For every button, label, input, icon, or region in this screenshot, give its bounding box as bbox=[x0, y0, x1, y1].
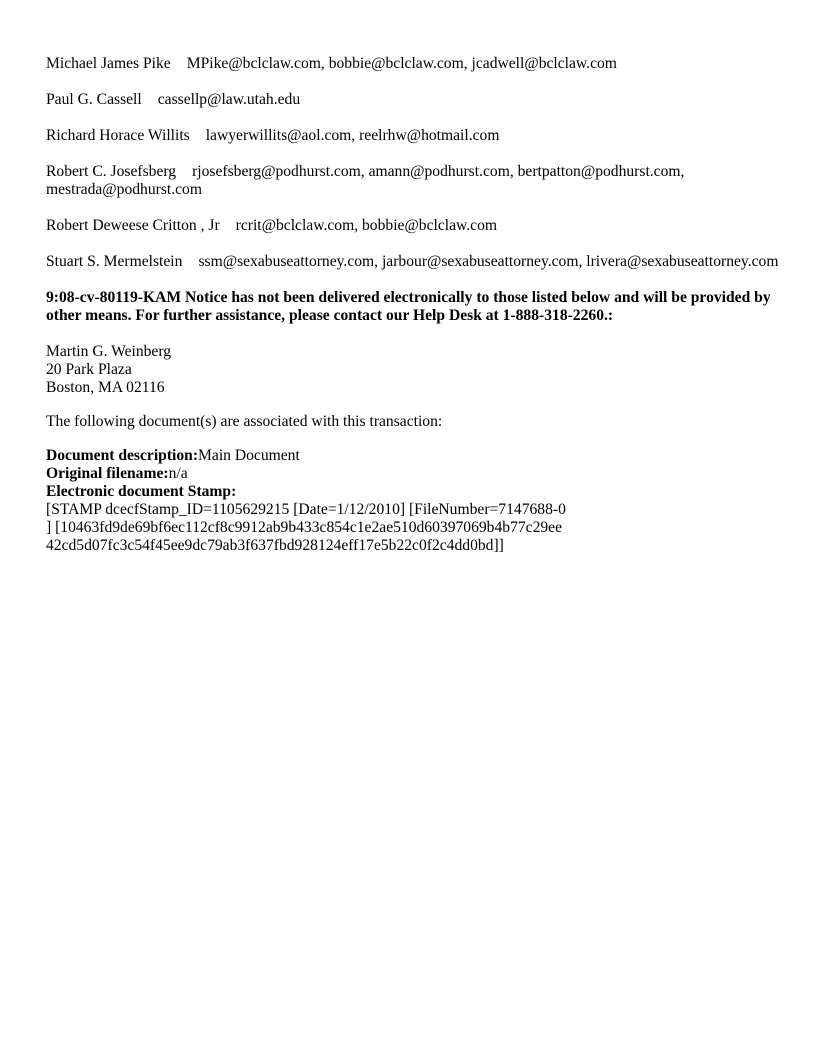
recipient-emails: MPike@bclclaw.com, bobbie@bclclaw.com, jcadwell@bclclaw.com bbox=[186, 55, 617, 72]
recipient-name: Stuart S. Mermelstein bbox=[46, 253, 183, 270]
recipient-entry bbox=[46, 91, 786, 109]
recipient-name: Robert C. Josefsberg bbox=[46, 163, 177, 180]
recipient-emails: cassellp@law.utah.edu bbox=[157, 91, 301, 108]
recipient-entry bbox=[46, 253, 786, 271]
document-info bbox=[46, 447, 786, 555]
address-street: 20 Park Plaza bbox=[46, 361, 132, 378]
original-filename bbox=[46, 465, 786, 483]
recipient-emails: rjosefsberg@podhurst.com, amann@podhurst.com, bertpatton@podhurst.com, mestrada@podhurst.com bbox=[46, 163, 685, 198]
document-page bbox=[46, 55, 786, 555]
recipient-entry bbox=[46, 217, 786, 235]
address-city: Boston, MA 02116 bbox=[46, 379, 165, 396]
document-description bbox=[46, 447, 786, 465]
document-description-label: Document description: bbox=[46, 447, 199, 464]
electronic-stamp-label: Electronic document Stamp: bbox=[46, 483, 237, 500]
recipient-entry bbox=[46, 55, 786, 73]
recipient-name: Richard Horace Willits bbox=[46, 127, 190, 144]
recipient-emails: ssm@sexabuseattorney.com, jarbour@sexabuseattorney.com, lrivera@sexabuseattorney.com bbox=[198, 253, 779, 270]
address-name: Martin G. Weinberg bbox=[46, 343, 172, 360]
delivery-notice: 9:08-cv-80119-KAM Notice has not been delivered electronically to those listed below and will be provided by other means. For further assistance, please contact our Help Desk at 1-888-318-2260.: bbox=[46, 289, 771, 324]
recipient-entry bbox=[46, 127, 786, 145]
recipient-emails: lawyerwillits@aol.com, reelrhw@hotmail.com bbox=[205, 127, 500, 144]
electronic-stamp-line: [STAMP dcecfStamp_ID=1105629215 [Date=1/12/2010] [FileNumber=7147688-0 bbox=[46, 501, 566, 518]
mailing-address bbox=[46, 343, 786, 397]
electronic-stamp-line: ] [10463fd9de69bf6ec112cf8c9912ab9b433c854c1e2ae510d60397069b4b77c29ee bbox=[46, 519, 563, 536]
original-filename-label: Original filename: bbox=[46, 465, 169, 482]
electronic-stamp-line: 42cd5d07fc3c54f45ee9dc79ab3f637fbd928124eff17e5b22c0f2c4dd0bd]] bbox=[46, 537, 504, 554]
associated-documents-text: The following document(s) are associated with this transaction: bbox=[46, 413, 443, 430]
recipient-name: Michael James Pike bbox=[46, 55, 171, 72]
document-description-value: Main Document bbox=[198, 447, 300, 464]
recipient-entry bbox=[46, 163, 786, 199]
recipient-name: Robert Deweese Critton , Jr bbox=[46, 217, 220, 234]
recipient-name: Paul G. Cassell bbox=[46, 91, 142, 108]
recipient-emails: rcrit@bclclaw.com, bobbie@bclclaw.com bbox=[235, 217, 498, 234]
original-filename-value: n/a bbox=[168, 465, 188, 482]
